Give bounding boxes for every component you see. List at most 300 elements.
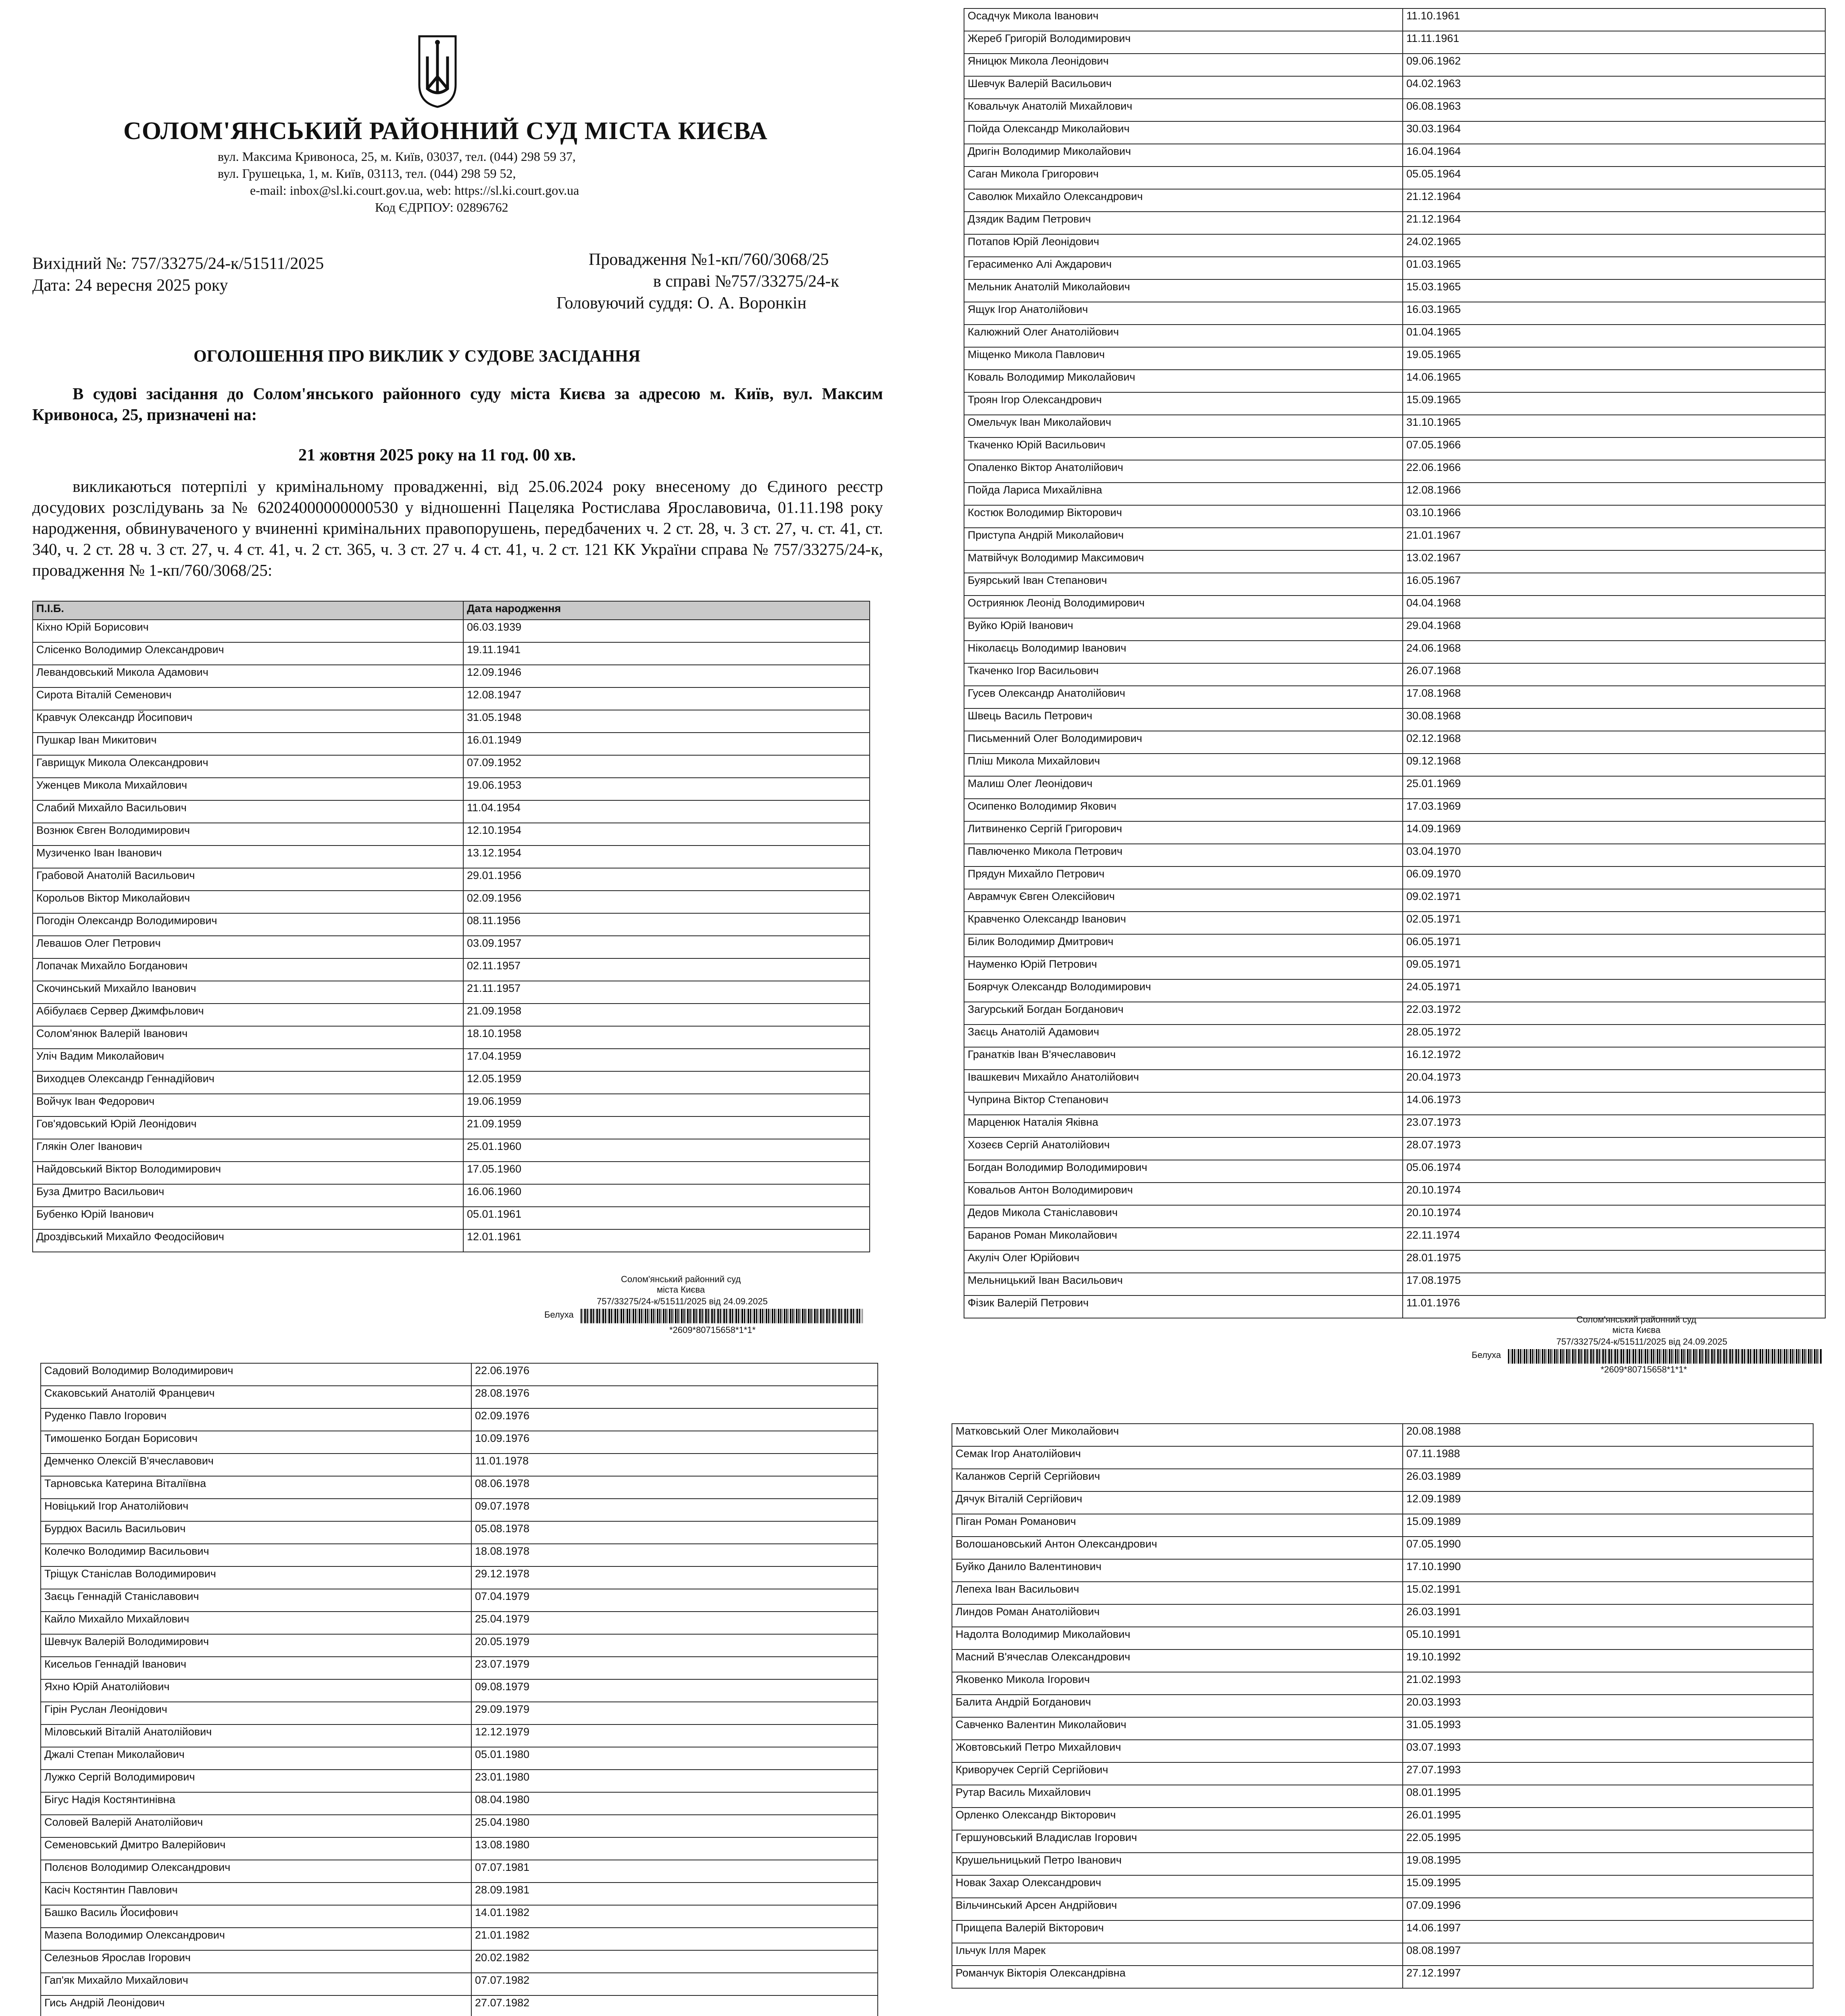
person-name: Кайло Михайло Михайлович [41,1612,471,1634]
document-date: Дата: 24 вересня 2025 року [32,276,228,295]
table-row [952,1604,1813,1627]
table-row [952,1582,1813,1604]
birth-date: 07.09.1952 [463,755,870,778]
table-row [952,1717,1813,1740]
birth-date: 07.04.1979 [471,1589,878,1612]
table-row [964,8,1825,31]
birth-date: 14.06.1965 [1403,370,1825,392]
table-row [33,1116,870,1139]
person-name: Орленко Олександр Вікторович [952,1808,1403,1830]
birth-date: 15.02.1991 [1403,1582,1813,1604]
person-name: Омельчук Іван Миколайович [964,415,1403,437]
table-row [33,1207,870,1229]
person-name: Міловський Віталій Анатолійович [41,1724,471,1747]
birth-date: 09.02.1971 [1403,889,1825,912]
table-row [41,1521,878,1544]
stamp-city: міста Києва [657,1285,705,1295]
birth-date: 31.05.1993 [1403,1717,1813,1740]
table-row [41,1905,878,1928]
birth-date: 21.01.1982 [471,1928,878,1950]
person-name: Саган Микола Григорович [964,167,1403,189]
table-row [952,1695,1813,1717]
birth-date: 27.12.1997 [1403,1966,1813,1988]
birth-date: 02.05.1971 [1403,912,1825,934]
birth-date: 29.09.1979 [471,1702,878,1724]
table-row [33,800,870,823]
table-row [952,1830,1813,1853]
birth-date: 17.03.1969 [1403,799,1825,821]
birth-date: 20.08.1988 [1403,1424,1813,1446]
person-name: Руденко Павло Ігорович [41,1408,471,1431]
person-name: Коваль Володимир Миколайович [964,370,1403,392]
table-row [41,1973,878,1995]
table-row [964,934,1825,957]
person-name: Жовтовський Петро Михайлович [952,1740,1403,1762]
person-name: Савченко Валентин Миколайович [952,1717,1403,1740]
table-row [964,979,1825,1002]
table-row [964,257,1825,279]
birth-date: 27.07.1982 [471,1995,878,2016]
barcode [581,1309,863,1323]
table-row [964,31,1825,54]
table-row [41,1883,878,1905]
table-row [33,687,870,710]
person-name: Уженцев Микола Михайлович [33,778,463,800]
stamp-name: Белуха [1472,1350,1501,1360]
birth-date: 20.05.1979 [471,1634,878,1657]
person-name: Кисельов Геннадій Іванович [41,1657,471,1679]
birth-date: 07.07.1981 [471,1860,878,1883]
birth-date: 13.02.1967 [1403,550,1825,573]
table-row [964,731,1825,754]
table-row [952,1740,1813,1762]
table-row [964,799,1825,821]
birth-date: 07.05.1966 [1403,437,1825,460]
birth-date: 20.02.1982 [471,1950,878,1973]
person-name: Мельник Анатолій Миколайович [964,279,1403,302]
victims-table-page-4 [952,1423,1814,1989]
table-row [41,1499,878,1521]
person-name: Тріщук Станіслав Володимирович [41,1566,471,1589]
announcement-body: викликаються потерпілі у кримінальному провадженні, від 25.06.2024 року внесеному до Єдиного реєстр досудових розслідувань за № 62024000000000530 у відношенні Пацеляка Ростислава Ярославовича, 01.11.198 року народження, обвинуваченого у вчиненні кримінальних правопорушень, передбачених ч. 2 ст. 28, ч. 3 ст. 27, ч. ст. 41, ст. 340, ч. 2 ст. 28 ч. 3 ст. 27, ч. 4 ст. 41, ч. 2 ст. 365, ч. 3 ст. 27 ч. 4 ст. 41, ч. 2 ст. 121 КК України справа № 757/33275/24-к, провадження № 1-кп/760/3068/25: [32,477,883,579]
birth-date: 01.03.1965 [1403,257,1825,279]
table-row [33,823,870,846]
person-name: Лопачак Михайло Богданович [33,958,463,981]
person-name: Гап'як Михайло Михайлович [41,1973,471,1995]
person-name: Масний В'ячеслав Олександрович [952,1649,1403,1672]
birth-date: 10.09.1976 [471,1431,878,1454]
person-name: Богдан Володимир Володимирович [964,1160,1403,1183]
birth-date: 17.08.1975 [1403,1273,1825,1295]
person-name: Дригін Володимир Миколайович [964,144,1403,167]
person-name: Кравченко Олександр Іванович [964,912,1403,934]
birth-date: 12.05.1959 [463,1071,870,1094]
table-row [964,1273,1825,1295]
table-row [964,121,1825,144]
person-name: Глякін Олег Іванович [33,1139,463,1162]
birth-date: 05.05.1964 [1403,167,1825,189]
person-name: Піган Роман Романович [952,1514,1403,1537]
person-name: Швець Василь Петрович [964,708,1403,731]
table-row [33,1229,870,1252]
person-name: Шевчук Валерій Васильович [964,76,1403,99]
person-name: Каланжов Сергій Сергійович [952,1469,1403,1491]
birth-date: 20.10.1974 [1403,1205,1825,1228]
table-row [964,189,1825,212]
table-row [41,1679,878,1702]
table-row [41,1657,878,1679]
birth-date: 29.01.1956 [463,868,870,891]
birth-date: 09.08.1979 [471,1679,878,1702]
table-row [964,392,1825,415]
table-row [964,347,1825,370]
table-row [41,1995,878,2016]
person-name: Івашкевич Михайло Анатолійович [964,1070,1403,1092]
table-row [964,1183,1825,1205]
birth-date: 19.11.1941 [463,642,870,665]
stamp-city: міста Києва [1612,1325,1661,1335]
person-name: Грабовой Анатолій Васильович [33,868,463,891]
table-row [964,1115,1825,1137]
table-row [964,686,1825,708]
person-name: Вознюк Євген Володимирович [33,823,463,846]
stamp-court: Солом'янський районний суд [1576,1314,1697,1325]
person-name: Дедов Микола Станіславович [964,1205,1403,1228]
page-3 [8,1363,887,2016]
person-name: Бурдюх Василь Васильович [41,1521,471,1544]
birth-date: 29.12.1978 [471,1566,878,1589]
birth-date: 05.08.1978 [471,1521,878,1544]
court-address-2: вул. Грушецька, 1, м. Київ, 03113, тел. (044) 298 59 52, [218,166,516,181]
table-row [964,99,1825,121]
table-row [964,325,1825,347]
birth-date: 23.01.1980 [471,1770,878,1792]
person-name: Яковенко Микола Ігорович [952,1672,1403,1695]
birth-date: 09.06.1962 [1403,54,1825,76]
birth-date: 08.08.1997 [1403,1943,1813,1966]
announcement-intro: В судові засідання до Солом'янського районного суду міста Києва за адресою м. Київ, вул. Максим Кривоноса, 25, призначені на: [32,384,883,424]
birth-date: 16.06.1960 [463,1184,870,1207]
table-row [41,1544,878,1566]
table-row [952,1920,1813,1943]
table-row [952,1469,1813,1491]
barcode-text: *2609*80715658*1*1* [1601,1364,1687,1375]
table-row [964,1228,1825,1250]
person-name: Садовий Володимир Володимирович [41,1363,471,1386]
person-name: Романчук Вікторія Олександрівна [952,1966,1403,1988]
table-row [41,1408,878,1431]
person-name: Левандовський Микола Адамович [33,665,463,687]
person-name: Рутар Василь Михайлович [952,1785,1403,1808]
person-name: Надолта Володимир Миколайович [952,1627,1403,1649]
birth-date: 12.09.1946 [463,665,870,687]
column-header-dob: Дата народження [463,601,870,620]
person-name: Буярський Іван Степанович [964,573,1403,596]
person-name: Матковський Олег Миколайович [952,1424,1403,1446]
birth-date: 26.03.1989 [1403,1469,1813,1491]
person-name: Кіхно Юрій Борисович [33,620,463,642]
person-name: Калюжний Олег Анатолійович [964,325,1403,347]
birth-date: 12.08.1966 [1403,483,1825,505]
person-name: Білик Володимир Дмитрович [964,934,1403,957]
table-row [41,1860,878,1883]
person-name: Павлюченко Микола Петрович [964,844,1403,866]
birth-date: 23.07.1979 [471,1657,878,1679]
person-name: Прищепа Валерій Вікторович [952,1920,1403,1943]
person-name: Солом'янюк Валерій Іванович [33,1026,463,1049]
birth-date: 22.06.1976 [471,1363,878,1386]
birth-date: 31.10.1965 [1403,415,1825,437]
birth-date: 24.02.1965 [1403,234,1825,257]
birth-date: 16.01.1949 [463,733,870,755]
table-row [964,234,1825,257]
table-row [964,596,1825,618]
birth-date: 03.10.1966 [1403,505,1825,528]
letterhead [8,8,887,629]
birth-date: 21.01.1967 [1403,528,1825,550]
table-row [33,958,870,981]
person-name: Ніколаєць Володимир Іванович [964,641,1403,663]
victims-table-page-3 [40,1363,878,2016]
person-name: Боярчук Олександр Володимирович [964,979,1403,1002]
table-row [964,844,1825,866]
birth-date: 05.10.1991 [1403,1627,1813,1649]
birth-date: 18.08.1978 [471,1544,878,1566]
table-row [964,776,1825,799]
person-name: Герасименко Алі Аждарович [964,257,1403,279]
birth-date: 26.01.1995 [1403,1808,1813,1830]
table-row [964,437,1825,460]
table-row [952,1966,1813,1988]
table-row [964,1137,1825,1160]
table-row [964,754,1825,776]
person-name: Новіцький Ігор Анатолійович [41,1499,471,1521]
birth-date: 30.08.1968 [1403,708,1825,731]
person-name: Гаврищук Микола Олександрович [33,755,463,778]
birth-date: 26.07.1968 [1403,663,1825,686]
birth-date: 31.05.1948 [463,710,870,733]
table-row [41,1792,878,1815]
table-row [33,665,870,687]
person-name: Чуприна Віктор Степанович [964,1092,1403,1115]
table-row [33,1162,870,1184]
person-name: Мельницький Іван Васильович [964,1273,1403,1295]
birth-date: 17.10.1990 [1403,1559,1813,1582]
birth-date: 09.12.1968 [1403,754,1825,776]
birth-date: 25.04.1979 [471,1612,878,1634]
victims-table-page-1 [32,601,870,1252]
table-row [964,528,1825,550]
person-name: Кравчук Олександр Йосипович [33,710,463,733]
table-row [964,1205,1825,1228]
person-name: Дячук Віталій Сергійович [952,1491,1403,1514]
table-row [33,936,870,958]
person-name: Шевчук Валерій Володимирович [41,1634,471,1657]
table-row [41,1431,878,1454]
person-name: Ящук Ігор Анатолійович [964,302,1403,325]
person-name: Семак Ігор Анатолійович [952,1446,1403,1469]
person-name: Колечко Володимир Васильович [41,1544,471,1566]
birth-date: 02.09.1976 [471,1408,878,1431]
table-row [33,1184,870,1207]
person-name: Яницюк Микола Леонідович [964,54,1403,76]
person-name: Пліш Микола Михайлович [964,754,1403,776]
birth-date: 03.04.1970 [1403,844,1825,866]
birth-date: 04.02.1963 [1403,76,1825,99]
table-row [964,76,1825,99]
person-name: Линдов Роман Анатолійович [952,1604,1403,1627]
birth-date: 03.07.1993 [1403,1740,1813,1762]
outgoing-number: Вихідний №: 757/33275/24-к/51511/2025 [32,254,324,273]
table-row [964,641,1825,663]
table-row [33,981,870,1004]
person-name: Матвійчук Володимир Максимович [964,550,1403,573]
table-row [952,1649,1813,1672]
birth-date: 08.04.1980 [471,1792,878,1815]
table-row [33,1049,870,1071]
birth-date: 13.08.1980 [471,1837,878,1860]
table-row [952,1491,1813,1514]
birth-date: 14.06.1973 [1403,1092,1825,1115]
table-row [41,1566,878,1589]
birth-date: 08.06.1978 [471,1476,878,1499]
table-row [964,370,1825,392]
person-name: Хозеєв Сергій Анатолійович [964,1137,1403,1160]
table-row [41,1702,878,1724]
birth-date: 12.09.1989 [1403,1491,1813,1514]
birth-date: 11.10.1961 [1403,8,1825,31]
person-name: Яхно Юрій Анатолійович [41,1679,471,1702]
table-row [33,642,870,665]
person-name: Мазепа Володимир Олександрович [41,1928,471,1950]
birth-date: 19.06.1959 [463,1094,870,1116]
person-name: Гись Андрій Леонідович [41,1995,471,2016]
person-name: Костюк Володимир Вікторович [964,505,1403,528]
person-name: Марценюк Наталія Яківна [964,1115,1403,1137]
table-row [964,957,1825,979]
table-row [33,868,870,891]
birth-date: 07.07.1982 [471,1973,878,1995]
table-row [952,1762,1813,1785]
birth-date: 06.08.1963 [1403,99,1825,121]
person-name: Балита Андрій Богданович [952,1695,1403,1717]
person-name: Лужко Сергій Володимирович [41,1770,471,1792]
birth-date: 25.04.1980 [471,1815,878,1837]
birth-date: 21.09.1958 [463,1004,870,1026]
birth-date: 20.03.1993 [1403,1695,1813,1717]
table-row [952,1424,1813,1446]
barcode-text: *2609*80715658*1*1* [669,1325,756,1335]
person-name: Левашов Олег Петрович [33,936,463,958]
person-name: Лепеха Іван Васильович [952,1582,1403,1604]
person-name: Полєнов Володимир Олександрович [41,1860,471,1883]
person-name: Бубенко Юрій Іванович [33,1207,463,1229]
birth-date: 12.01.1961 [463,1229,870,1252]
table-row [33,1139,870,1162]
table-row [33,755,870,778]
person-name: Слабий Михайло Васильович [33,800,463,823]
person-name: Вільчинський Арсен Андрійович [952,1898,1403,1920]
table-row [41,1815,878,1837]
birth-date: 09.05.1971 [1403,957,1825,979]
birth-date: 28.09.1981 [471,1883,878,1905]
person-name: Слісенко Володимир Олександрович [33,642,463,665]
person-name: Башко Василь Йосифович [41,1905,471,1928]
person-name: Тимошенко Богдан Борисович [41,1431,471,1454]
birth-date: 15.09.1989 [1403,1514,1813,1537]
table-row [952,1785,1813,1808]
court-edrpou: Код ЄДРПОУ: 02896762 [375,200,508,215]
person-name: Волошановський Антон Олександрович [952,1537,1403,1559]
stamp-court: Солом'янський районний суд [621,1274,741,1284]
person-name: Осадчук Микола Іванович [964,8,1403,31]
person-name: Гов'ядовський Юрій Леонідович [33,1116,463,1139]
birth-date: 22.05.1995 [1403,1830,1813,1853]
table-header-row [33,601,870,620]
column-header-name: П.І.Б. [33,601,463,620]
table-row [964,1092,1825,1115]
table-row [964,415,1825,437]
person-name: Бігус Надія Костянтинівна [41,1792,471,1815]
birth-date: 30.03.1964 [1403,121,1825,144]
person-name: Акуліч Олег Юрійович [964,1250,1403,1273]
person-name: Крушельницький Петро Іванович [952,1853,1403,1875]
person-name: Прядун Михайло Петрович [964,866,1403,889]
person-name: Саволюк Михайло Олександрович [964,189,1403,212]
person-name: Скаковський Анатолій Францевич [41,1386,471,1408]
person-name: Селезньов Ярослав Ігорович [41,1950,471,1973]
table-row [952,1672,1813,1695]
birth-date: 21.11.1957 [463,981,870,1004]
person-name: Новак Захар Олександрович [952,1875,1403,1898]
birth-date: 17.08.1968 [1403,686,1825,708]
person-name: Гранатків Іван В'ячеславович [964,1047,1403,1070]
stamp-ref: 757/33275/24-к/51511/2025 від 24.09.2025 [597,1296,768,1306]
table-row [964,1002,1825,1025]
birth-date: 16.12.1972 [1403,1047,1825,1070]
table-row [964,912,1825,934]
person-name: Ковальов Антон Володимирович [964,1183,1403,1205]
table-row [33,891,870,913]
table-row [964,54,1825,76]
table-row [964,889,1825,912]
person-name: Скочинський Михайло Іванович [33,981,463,1004]
birth-date: 04.04.1968 [1403,596,1825,618]
person-name: Вуйко Юрій Іванович [964,618,1403,641]
birth-date: 09.07.1978 [471,1499,878,1521]
person-name: Буйко Данило Валентинович [952,1559,1403,1582]
table-row [964,212,1825,234]
birth-date: 22.06.1966 [1403,460,1825,483]
table-row [33,913,870,936]
table-row [952,1537,1813,1559]
birth-date: 06.03.1939 [463,620,870,642]
birth-date: 12.08.1947 [463,687,870,710]
birth-date: 19.06.1953 [463,778,870,800]
birth-date: 19.05.1965 [1403,347,1825,370]
table-row [964,1250,1825,1273]
person-name: Ткаченко Юрій Васильович [964,437,1403,460]
stamp-ref: 757/33275/24-к/51511/2025 від 24.09.2025 [1556,1337,1727,1347]
table-row [33,733,870,755]
person-name: Дроздівський Михайло Феодосійович [33,1229,463,1252]
birth-date: 01.04.1965 [1403,325,1825,347]
table-row [41,1589,878,1612]
person-name: Троян Ігор Олександрович [964,392,1403,415]
table-row [952,1898,1813,1920]
birth-date: 16.04.1964 [1403,144,1825,167]
person-name: Демченко Олексій В'ячеславович [41,1454,471,1476]
